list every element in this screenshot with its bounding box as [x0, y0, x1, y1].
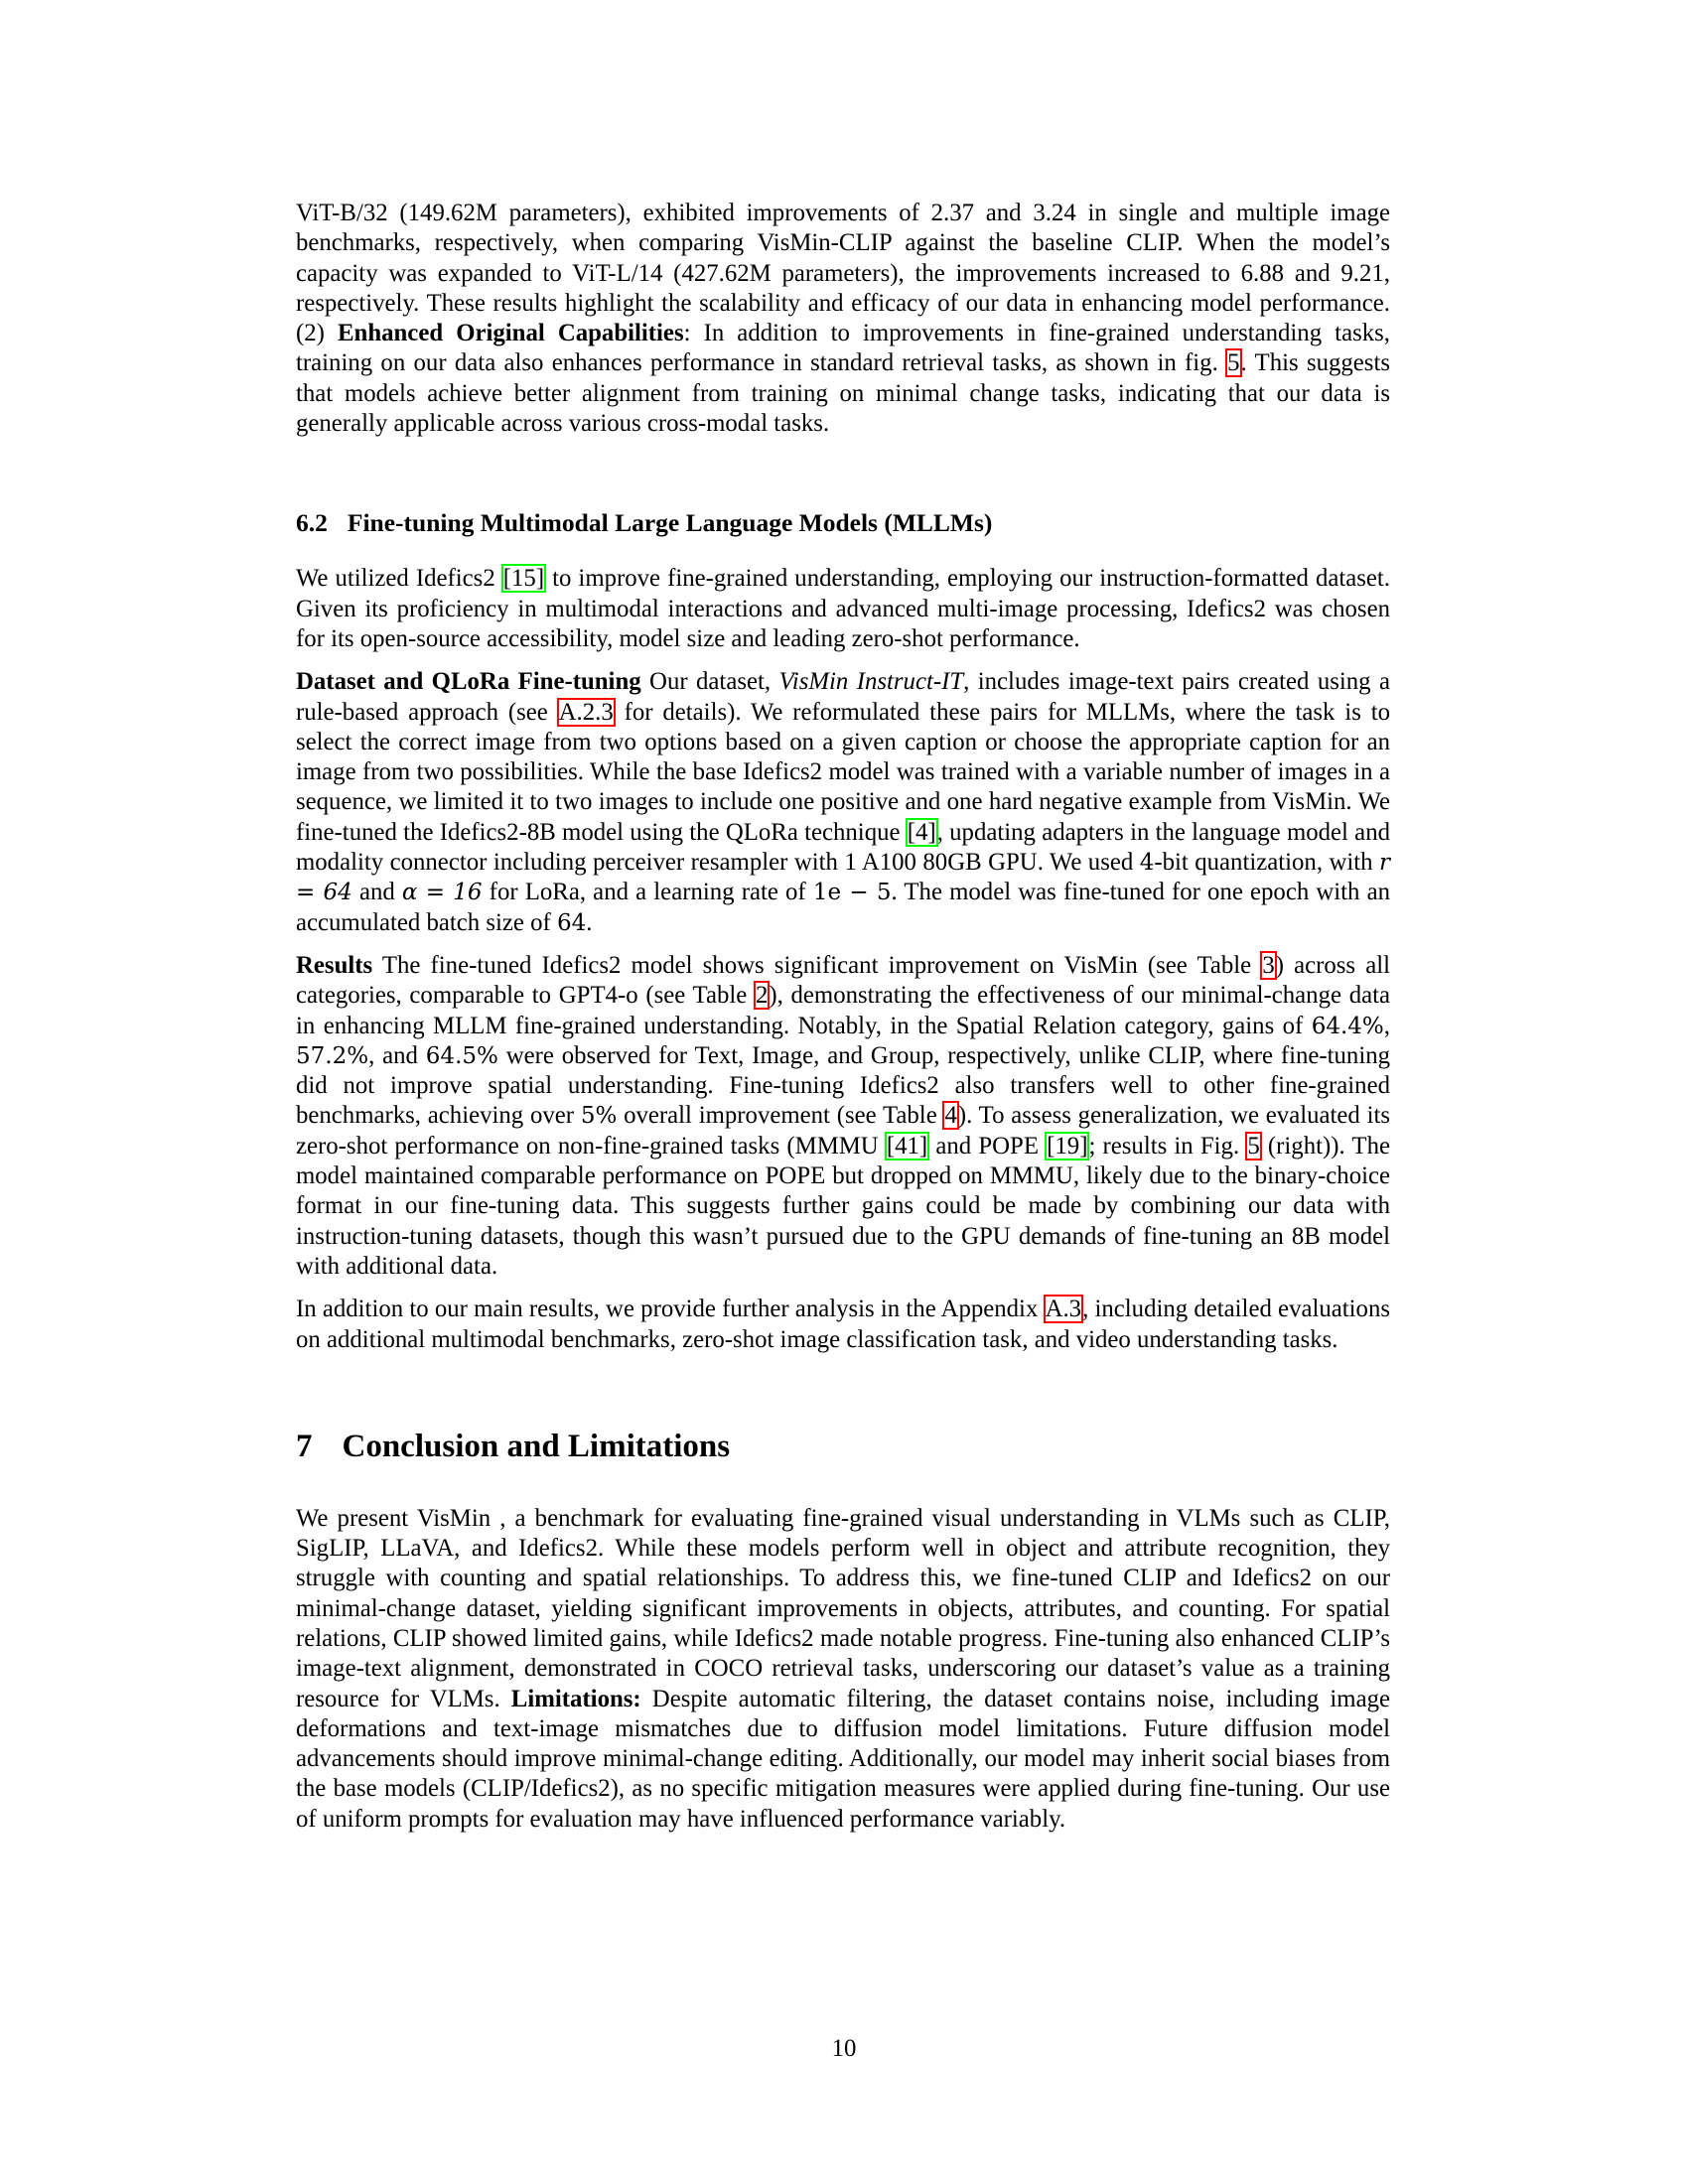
text-span: and [352, 879, 402, 906]
paragraph-idefics [296, 564, 1390, 654]
math-inline: 5% [580, 1103, 618, 1130]
math-inline: 1e − 5 [812, 880, 892, 906]
math-inline: 4 [1139, 850, 1155, 877]
text-span: for details). We reformulated these pairs for MLLMs, where the task is to select the correct image from two options based on a given caption or choose the appropriate caption for an image from two possibilities. While the base Idefics2 model was trained with a variable number of images in a sequence, we limited it to two images to include one positive and one hard negative example from VisMin. We fine-tuned the Idefics2-8B model using the QLoRa technique [296, 698, 1390, 846]
text-span: (right)). The model maintained comparable performance on POPE but dropped on MMMU, likely due to the binary-choice format in our fine-tuning data. This suggests further gains could be made by combining our data with instruction-tuning datasets, though this wasn’t pursued due to the GPU demands of fine-tuning an 8B model with additional data. [296, 1132, 1390, 1280]
text-span: . This suggests that models achieve better alignment from training on minimal change tasks, indicating that our data is generally applicable across various cross-modal tasks. [296, 349, 1390, 438]
appendix-link[interactable]: A.2.3 [558, 698, 614, 726]
text-span: ViT-B/32 (149.62M parameters), exhibited improvements of 2.37 and 3.24 in single and multiple image benchmarks, respectively, when comparing VisMin-CLIP against the baseline CLIP. When the model’s capacity was expanded to ViT-L/14 (427.62M parameters), the improvements increased to 6.88 and 9.21, respectively. These results highlight the scalability and efficacy of our data in enhancing model performance. (2) [296, 200, 1390, 347]
citation-link[interactable]: [4] [907, 818, 936, 846]
section-title: Fine-tuning Multimodal Large Language Models (MLLMs) [347, 508, 993, 538]
section-title: Conclusion and Limitations [342, 1428, 731, 1464]
math-inline: r = 64 [296, 850, 1391, 906]
text-span: Despite automatic filtering, the dataset contains noise, including image deformations and text-image mismatches due to diffusion model limitations. Future diffusion model advancements should improve minimal-change editing. Additionally, our model may inherit social biases from the base models (CLIP/Idefics2), as no specific mitigation measures were applied during fine-tuning. Our use of uniform prompts for evaluation may have influenced performance variably. [296, 1685, 1390, 1833]
runin-heading: Dataset and QLoRa Fine-tuning [296, 668, 641, 696]
text-span: , updating adapters in the language model and modality connector including perceiver resampler with 1 A100 80GB GPU. We used [296, 818, 1390, 877]
text-span: for LoRa, and a learning rate of [482, 879, 813, 906]
text-span: Our dataset, [640, 668, 779, 696]
table-link[interactable]: 2 [755, 982, 769, 1010]
text-span: , and [368, 1041, 426, 1069]
paragraph-conclusion [296, 1504, 1390, 1835]
page-number: 10 [831, 2035, 857, 2062]
paragraph-appendix [296, 1295, 1390, 1355]
runin-heading: Results [296, 951, 373, 979]
text-span: overall improvement (see Table [617, 1102, 944, 1130]
text-span: ; results in Fig. [1088, 1132, 1247, 1160]
page-body [296, 199, 1390, 1835]
figure-link[interactable]: 5 [1227, 349, 1240, 377]
text-span: to improve fine-grained understanding, employing our instruction-formatted dataset. Given its proficiency in multimodal interactions and advanced multi-image processing, Idefics2 was chosen for its open-source accessibility, model size and leading zero-shot performance. [296, 565, 1390, 652]
citation-link[interactable]: [41] [886, 1132, 928, 1160]
figure-link[interactable]: 5 [1247, 1132, 1260, 1160]
text-span: , includes image-text pairs created using a rule-based approach (see [296, 668, 1391, 726]
bold-phrase: Enhanced Original Capabilities [338, 320, 684, 347]
table-link[interactable]: 4 [944, 1102, 957, 1130]
text-span: The fine-tuned Idefics2 model shows significant improvement on VisMin (see Table [372, 951, 1262, 979]
math-inline: 64 [557, 909, 587, 936]
citation-link[interactable]: [15] [502, 565, 545, 593]
citation-link[interactable]: [19] [1047, 1132, 1088, 1160]
math-inline: 64.5% [425, 1042, 498, 1069]
paragraph-results [296, 951, 1390, 1282]
text-span: and POPE [928, 1132, 1047, 1160]
text-span: ), demonstrating the effectiveness of our minimal-change data in enhancing MLLM fine-grained understanding. Notably, in the Spatial Relation category, gains of [296, 982, 1390, 1039]
section-number: 7 [296, 1428, 313, 1464]
appendix-link[interactable]: A.3 [1045, 1296, 1082, 1323]
runin-heading: Limitations: [510, 1685, 641, 1712]
text-span: , including detailed evaluations on additional multimodal benchmarks, zero-shot image classification task, and video understanding tasks. [296, 1296, 1390, 1353]
paragraph-intro [296, 199, 1390, 439]
text-span: . The model was fine-tuned for one epoch with an accumulated batch size of [296, 879, 1391, 936]
text-span: We present VisMin , a benchmark for evaluating fine-grained visual understanding in VLMs such as CLIP, SigLIP, LLaVA, and Idefics2. While these models perform well in object and attribute recognition, they struggle with counting and spatial relationships. To address this, we fine-tuned CLIP and Idefics2 on our minimal-change dataset, yielding significant improvements in objects, attributes, and counting. For spatial relations, CLIP showed limited gains, while Idefics2 made notable progress. Fine-tuning also enhanced CLIP’s image-text alignment, demonstrated in COCO retrieval tasks, underscoring our dataset’s value as a training resource for VLMs. [296, 1504, 1390, 1712]
math-inline: α = 16 [401, 880, 483, 906]
text-span: : In addition to improvements in fine-grained understanding tasks, training on our data also enhances performance in standard retrieval tasks, as shown in fig. [296, 320, 1390, 377]
text-span: We utilized Idefics2 [296, 565, 502, 593]
math-inline: 64.4% [1311, 1013, 1384, 1039]
dataset-name: VisMin Instruct-IT [778, 668, 964, 696]
text-span: In addition to our main results, we provide further analysis in the Appendix [296, 1296, 1045, 1323]
section-number: 6.2 [296, 508, 328, 538]
text-span: ) across all categories, comparable to GPT4-o (see Table [296, 951, 1390, 1010]
text-span: ). To assess generalization, we evaluated its zero-shot performance on non-fine-grained tasks (MMMU [296, 1102, 1391, 1160]
section-heading-7 [296, 1429, 1390, 1464]
math-inline: 57.2% [296, 1042, 369, 1069]
text-span: -bit quantization, with [1154, 849, 1380, 877]
text-span: . [586, 908, 593, 936]
text-span: were observed for Text, Image, and Group, respectively, unlike CLIP, where fine-tuning did not improve spatial understanding. Fine-tuning Idefics2 also transfers well to other fine-grained benchmarks, achieving over [296, 1041, 1391, 1130]
section-heading-6-2 [296, 508, 1390, 538]
table-link[interactable]: 3 [1262, 951, 1275, 979]
text-span: , [1383, 1012, 1390, 1039]
paragraph-dataset [296, 667, 1390, 938]
